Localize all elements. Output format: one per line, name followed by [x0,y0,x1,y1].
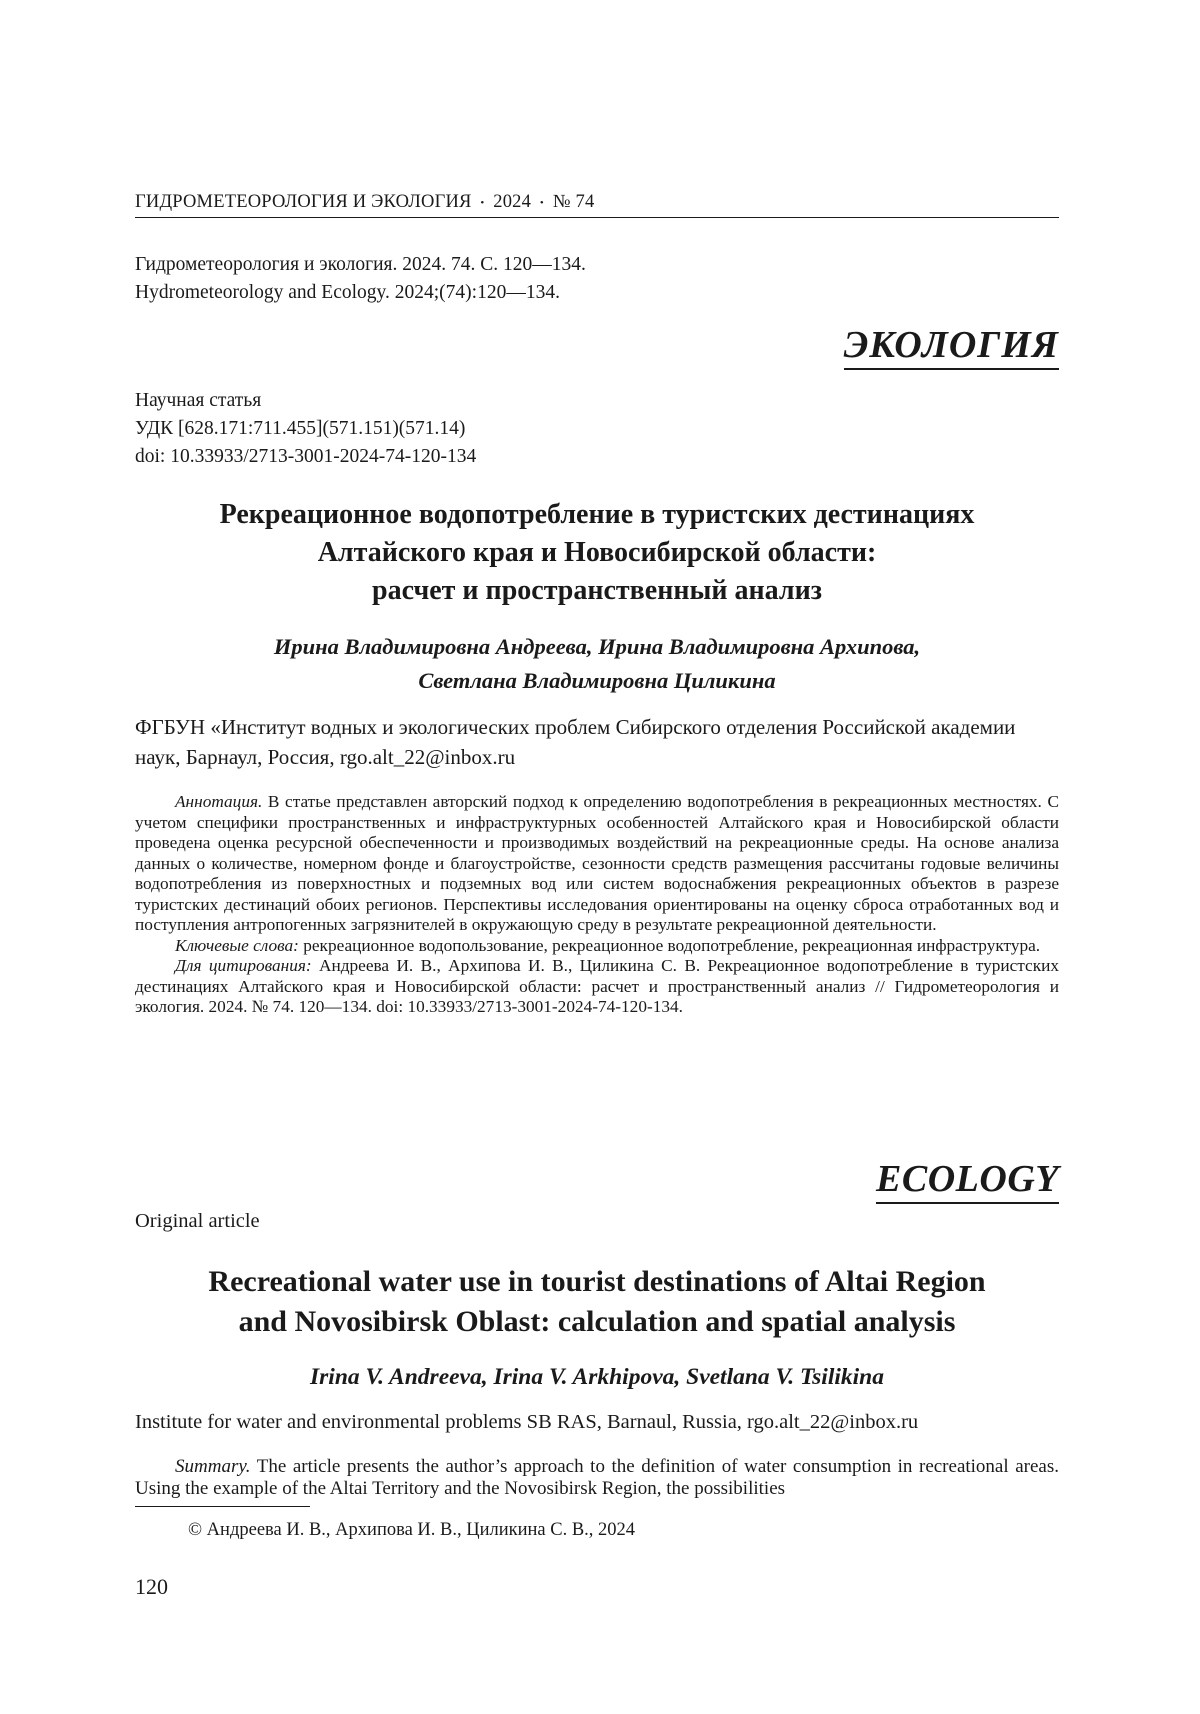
title-line: Рекреационное водопотребление в туристских дестинациях [219,499,975,530]
article-type: Научная статья [135,390,262,411]
journal-issue: № 74 [552,192,595,212]
copyright-footnote: © Андреева И. В., Архипова И. В., Циликина С. В., 2024 [188,1520,636,1540]
citation-line-en: Hydrometeorology and Ecology. 2024;(74):120—134. [135,282,560,303]
keywords-text: рекреационное водопользование, рекреационное водопотребление, рекреационная инфраструктура. [303,935,1041,955]
authors-line: Ирина Владимировна Андреева, Ирина Владимировна Архипова, [273,634,921,659]
journal-year: 2024 [493,192,532,212]
section-heading-ru: ЭКОЛОГИЯ [844,326,1059,370]
abstract-label: Аннотация. [175,792,263,811]
citation-line-ru: Гидрометеорология и экология. 2024. 74. С. 120—134. [135,254,586,275]
authors-en: Irina V. Andreeva, Irina V. Arkhipova, Svetlana V. Tsilikina [310,1364,884,1390]
summary-text: The article presents the author’s approach to the definition of water consumption in recreational areas. Using the example of the Altai Territory and the Novosibirsk Region, the possibilities [135,1456,1059,1499]
section-heading-en: ECOLOGY [876,1160,1059,1204]
cite-text: Андреева И. В., Архипова И. В., Циликина С. В. Рекреационное водопотребление в туристских дестинациях Алтайского края и Новосибирской области: расчет и пространственный анализ // Гидрометеорология и экология. 2024. № 74. 120—134. doi: 10.33933/2713-3001-2024-74-120-134. [135,956,1059,1016]
keywords-label: Ключевые слова: [175,935,299,955]
article-type-en: Original article [135,1210,260,1232]
summary-label: Summary. [175,1456,251,1477]
bullet-separator: • [539,196,544,209]
authors-line: Светлана Владимировна Циликина [418,668,776,693]
article-title-en [135,1262,1059,1342]
bullet-separator: • [480,196,485,209]
affiliation-ru: ФГБУН «Институт водных и экологических проблем Сибирского отделения Российской академии наук, Барнаул, Россия, rgo.alt_22@inbox.ru [135,715,1016,769]
summary-paragraph [135,1456,1059,1500]
title-line: and Novosibirsk Oblast: calculation and spatial analysis [238,1305,956,1338]
title-line: расчет и пространственный анализ [372,575,822,606]
title-line: Алтайского края и Новосибирской области: [317,537,877,568]
doi-line: doi: 10.33933/2713-3001-2024-74-120-134 [135,446,477,467]
title-line: Recreational water use in tourist destinations of Altai Region [208,1265,986,1298]
running-head [135,192,1059,218]
page-number: 120 [135,1574,168,1599]
cite-label: Для цитирования: [175,956,312,975]
summary-block [135,1456,1059,1500]
abstract-block [135,792,1059,1018]
authors-ru [135,630,1059,698]
udk-code: УДК [628.171:711.455](571.151)(571.14) [135,418,466,439]
abstract-text: В статье представлен авторский подход к определению водопотребления в рекреационных местностях. С учетом специфики пространственных и инфраструктурных особенностей Алтайского края и Новосибирской области проведена оценка ресурсной обеспеченности и производимых воздействий на рекреационные среды. На основе анализа данных о количестве, номерном фонде и благоустройстве, сезонности средств размещения рассчитаны годовые величины водопотребления из поверхностных и подземных вод или систем водоснабжения рекреационных объектов в разрезе туристских дестинаций обоих регионов. Перспективы исследования ориентированы на оценку сброса отработанных вод и поступления антропогенных загрязнителей в окружающую среду в результате рекреационной деятельности. [135,792,1059,934]
footnote-divider [135,1506,310,1507]
keywords-paragraph [135,936,1059,957]
abstract-paragraph [135,792,1059,936]
affiliation-en: Institute for water and environmental problems SB RAS, Barnaul, Russia, rgo.alt_22@inbox.ru [135,1411,919,1433]
article-title-ru [135,496,1059,610]
cite-paragraph [135,956,1059,1018]
journal-name: ГИДРОМЕТЕОРОЛОГИЯ И ЭКОЛОГИЯ [135,192,472,212]
